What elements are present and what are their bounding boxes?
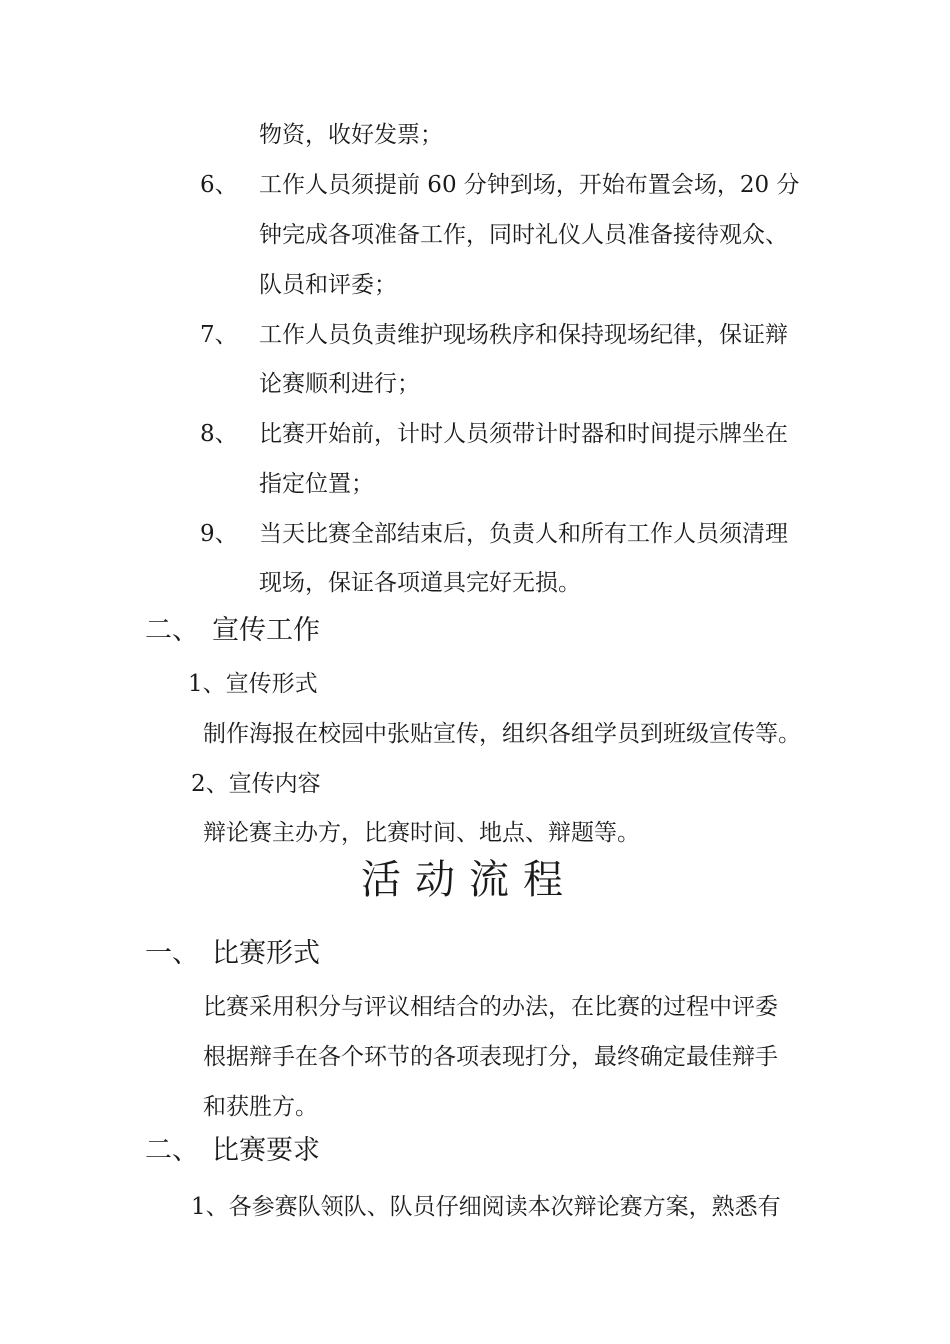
page-title: 活动流程	[361, 857, 577, 903]
paragraph-line: 制作海报在校园中张贴宣传，组织各组学员到班级宣传等。	[203, 721, 801, 747]
paragraph-line: 1、各参赛队领队、队员仔细阅读本次辩论赛方案，熟悉有	[191, 1194, 781, 1220]
paragraph-line: 当天比赛全部结束后，负责人和所有工作人员须清理	[259, 521, 788, 547]
paragraph-line: 和获胜方。	[203, 1094, 318, 1120]
paragraph-line: 现场，保证各项道具完好无损。	[259, 570, 581, 596]
paragraph-line: 根据辩手在各个环节的各项表现打分，最终确定最佳辩手	[203, 1044, 778, 1070]
paragraph-line: 论赛顺利进行；	[259, 371, 420, 397]
section-heading-number: 二、	[145, 615, 199, 646]
paragraph-line: 物资，收好发票；	[259, 122, 443, 148]
paragraph-line: 辩论赛主办方，比赛时间、地点、辩题等。	[203, 820, 640, 846]
section-heading-number: 二、	[145, 1135, 199, 1166]
list-number: 6、	[200, 172, 238, 198]
paragraph-line: 队员和评委；	[259, 272, 397, 298]
paragraph-line: 比赛开始前，计时人员须带计时器和时间提示牌坐在	[259, 421, 788, 447]
paragraph-line: 指定位置；	[259, 471, 374, 497]
list-number: 9、	[200, 521, 238, 547]
list-number: 7、	[200, 322, 238, 348]
section-heading: 宣传工作	[212, 615, 320, 646]
section-heading-number: 一、	[145, 938, 199, 969]
list-number: 8、	[200, 421, 238, 447]
paragraph-line: 钟完成各项准备工作，同时礼仪人员准备接待观众、	[259, 222, 788, 248]
paragraph-line: 比赛采用积分与评议相结合的办法，在比赛的过程中评委	[203, 994, 778, 1020]
subheading: 1、宣传形式	[188, 671, 318, 697]
section-heading: 比赛形式	[212, 938, 320, 969]
section-heading: 比赛要求	[212, 1135, 320, 1166]
paragraph-line: 工作人员负责维护现场秩序和保持现场纪律，保证辩	[259, 322, 788, 348]
subheading: 2、宣传内容	[191, 771, 321, 797]
paragraph-line: 工作人员须提前 60 分钟到场，开始布置会场，20 分	[259, 172, 800, 198]
